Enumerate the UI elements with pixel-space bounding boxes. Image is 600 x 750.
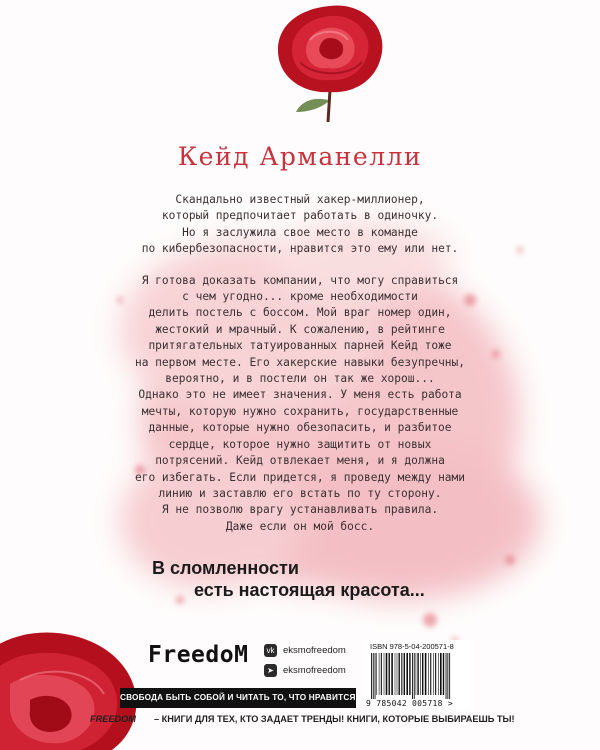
barcode-bar xyxy=(386,653,388,695)
barcode-bar xyxy=(375,653,376,699)
barcode-bar xyxy=(391,653,393,695)
blurb-line: по кибербезопасности, нравится это ему или нет. xyxy=(141,242,459,256)
barcode-bar xyxy=(406,653,408,695)
blurb-line: вероятно, и в постели он так же хорош... xyxy=(165,372,435,386)
telegram-icon: ➤ xyxy=(264,664,277,677)
barcode-digits: 9 785042 005718 > xyxy=(366,699,453,708)
isbn-label: ISBN 978-5-04-200571-8 xyxy=(370,642,454,651)
rose-top-illustration xyxy=(270,0,390,122)
barcode-bar xyxy=(409,653,410,695)
blurb-line: Но я заслужила свое место в команде xyxy=(182,225,418,239)
tagline-line-2: есть настоящая красота... xyxy=(194,580,425,600)
barcode-bar xyxy=(435,653,436,695)
barcode-bar xyxy=(440,653,442,695)
barcode-bar xyxy=(420,653,421,695)
blurb-line: Однако это не имеет значения. У меня есть работа xyxy=(138,388,462,402)
barcode-bar xyxy=(430,653,431,695)
blurb-line: на первом месте. Его хакерские навыки безупречны, xyxy=(134,355,466,369)
barcode-bar xyxy=(401,653,402,695)
barcode-bar xyxy=(399,653,400,695)
rose-bottom-illustration xyxy=(0,610,150,750)
blurb-line: делить постель с боссом. Мой враг номер один, xyxy=(148,306,452,320)
blurb-line: с чем угодно... кроме необходимости xyxy=(182,290,418,304)
barcode-bar xyxy=(428,653,429,695)
social-handle: eksmofreedom xyxy=(283,645,346,656)
barcode-bar xyxy=(425,653,427,695)
barcode-bar xyxy=(379,653,380,695)
blurb-line: сердце, которое нужно защитить от новых xyxy=(168,437,432,451)
blurb-line: Я готова доказать компании, что могу справиться xyxy=(141,273,459,287)
blurb-line: данные, которые нужно обезопасить, и разбитое xyxy=(148,421,452,435)
bottom-text: – КНИГИ ДЛЯ ТЕХ, КТО ЗАДАЕТ ТРЕНДЫ! КНИГИ, КОТОРЫЕ ВЫБИРАЕШЬ ТЫ! xyxy=(154,714,515,724)
blurb-line: линию и заставлю его встать по ту сторону. xyxy=(158,486,442,500)
barcode-bar xyxy=(433,653,434,695)
barcode-block xyxy=(364,640,474,710)
barcode-bar xyxy=(438,653,439,695)
blurb-line: его избегать. Если придется, я проведу между нами xyxy=(134,470,466,484)
barcode-bar xyxy=(422,653,423,695)
social-handle: eksmofreedom xyxy=(283,665,346,676)
barcode-bar xyxy=(389,653,390,695)
social-link-telegram xyxy=(264,664,346,677)
social-link-vk xyxy=(264,644,346,657)
barcode-bar xyxy=(417,653,418,695)
barcode-bar xyxy=(373,653,374,699)
bottom-brand: FREEDOM xyxy=(90,714,136,724)
blurb-line: Скандально известный хакер-миллионер, xyxy=(175,193,425,206)
paragraph-gap xyxy=(60,258,540,273)
barcode-bar xyxy=(416,653,417,695)
barcode-bar xyxy=(404,653,405,695)
blurb-line: потрясений. Кейд отвлекает меня, и я должна xyxy=(155,454,445,468)
blurb-line: мечты, которую нужно сохранить, государственные xyxy=(141,404,459,418)
barcode-bar xyxy=(412,653,413,699)
tagline-line-1: В сломленности xyxy=(152,558,299,578)
barcode-bar xyxy=(414,653,415,699)
publisher-slogan: СВОБОДА БЫТЬ СОБОЙ И ЧИТАТЬ ТО, ЧТО НРАВИТСЯ! xyxy=(120,688,356,708)
barcode-bar xyxy=(443,653,444,695)
barcode-bar xyxy=(381,653,382,695)
vk-icon: vk xyxy=(264,644,277,657)
publisher-logo: FreedoM xyxy=(148,642,249,668)
barcode-bar xyxy=(371,653,372,699)
barcode-bar xyxy=(446,653,447,699)
blurb-text xyxy=(60,192,540,535)
barcode-bar xyxy=(395,653,396,695)
blurb-line: жестокий и мрачный. К сожалению, в рейтинге xyxy=(155,322,445,336)
barcode-bar xyxy=(384,653,385,695)
author-title: Кейд Арманелли xyxy=(177,142,423,171)
barcode-bar xyxy=(447,653,448,699)
barcode-bar xyxy=(397,653,398,695)
blurb-line: притягательных татуированных парней Кейд тоже xyxy=(148,339,452,353)
barcode-bars xyxy=(370,653,468,699)
blurb-line: Даже если он мой босс. xyxy=(225,519,375,533)
barcode-bar xyxy=(449,653,450,699)
barcode-bar xyxy=(376,653,377,695)
blurb-line: Я не позволю врагу устанавливать правила. xyxy=(161,503,439,517)
blurb-line: который предпочитает работать в одиночку. xyxy=(161,209,439,223)
